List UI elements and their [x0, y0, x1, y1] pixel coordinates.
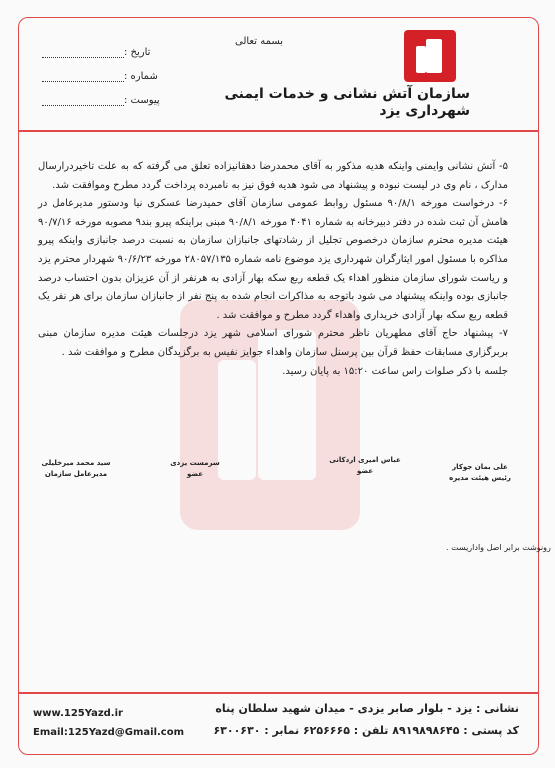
- footer-divider: [18, 692, 539, 694]
- header-divider: [18, 130, 539, 132]
- signatory-name: عباس امیری اردکانی: [329, 456, 401, 464]
- org-name-line1: سازمان آتش نشانی و خدمات ایمنی: [224, 86, 470, 102]
- item-5: ۵- آتش نشانی وایمنی واینکه هدیه مذکور به آقای محمدرضا دهقانیزاده تعلق می گرفته که به علت تاخیردرارسال مدارک ، نام وی در لیست نبوده و پیشنهاد می شود هدیه فوق نیز به نامبرده پرداخت گردد مطرح وموافقت شد.: [38, 161, 508, 191]
- basmala: بسمه تعالی: [235, 36, 284, 47]
- signature-block: [26, 458, 126, 480]
- date-label: تاریخ :: [124, 47, 151, 58]
- letter-body: [38, 158, 508, 381]
- closing-line: جلسه با ذکر صلوات راس ساعت ۱۵:۲۰ به پایان رسید.: [282, 365, 508, 377]
- attachment-label: پیوست :: [124, 95, 160, 106]
- footer-address: نشانی : یزد - بلوار صابر یزدی - میدان شهید سلطان پناه: [215, 702, 519, 715]
- date-field: [38, 47, 150, 58]
- signature-block: [155, 458, 235, 480]
- attachment-field: [38, 95, 160, 106]
- number-field: [38, 71, 158, 82]
- signatory-name: سید محمد میرخلیلی: [41, 459, 111, 467]
- signatory-title: عضو: [356, 467, 374, 475]
- item-6: ۶- درخواست مورخه ۹۰/۸/۱ مسئول روابط عمومی سازمان آقای حمیدرضا عسکری نیا ودستور مدیرعامل در هامش آن ثبت شده در دفتر دبیرخانه به شماره ۴۰۴۱ مورخه ۹۰/۸/۱ مبنی براینکه پیرو بند۹ مصوبه مورخه ۹۰/۷/۱۶ هیئت مدیره محترم سازمان درخصوص تجلیل از رشادتهای جانبازان سازمان به نسبت درصد جانبازی واینکه پیرو مذاکره با مسئول امور ایثارگران شهرداری یزد موضوع نامه شماره ۲۸۰۵۷/۱۳۵ مورخه ۹۰/۶/۲۳ شهردار محترم یزد و ریاست شورای سازمان منظور اهداء یک قطعه ربع سکه بهار آزادی به هرنفر از آن عزیزان بدون احتساب درصد جانبازی بوده واینکه پیشنهاد می شود باتوجه به مذاکرات انجام شده به پنج نفر از جانبازان سازمان برای هر نفر یک قطعه ربع سکه بهار آزادی خریداری واهداء گردد مطرح و موافقت شد .: [38, 198, 508, 321]
- signature-block: [320, 455, 410, 477]
- signature-block: [440, 462, 520, 484]
- email-link[interactable]: Email:125Yazd@Gmail.com: [33, 727, 185, 738]
- org-name-line2: شهرداری یزد: [379, 103, 470, 119]
- signatory-title: عضو: [186, 470, 204, 478]
- signatory-title: مدیرعامل سازمان: [44, 470, 108, 478]
- signatory-name: سرمست یزدی: [170, 459, 220, 467]
- organization-logo-icon: [404, 30, 456, 82]
- signatory-title: رئیس هیئت مدیره: [449, 474, 511, 482]
- website-link[interactable]: www.125Yazd.ir: [33, 708, 123, 719]
- signatory-name: علی بمان جوکار: [452, 463, 508, 471]
- number-label: شماره :: [124, 71, 158, 82]
- organization-name: [224, 86, 470, 120]
- certified-copy-note: رونوشت برابر اصل واداریست .: [446, 543, 551, 552]
- item-7: ۷- پیشنهاد حاج آقای مطهریان ناظر محترم شورای اسلامی شهر یزد درجلسات هیئت مدیره سازمان مبنی بربرگزاری مسابقات حفظ قرآن بین پرسنل سازمان واهداء جوایز نفیس به برگزیدگان مطرح و موافقت شد .: [38, 328, 508, 358]
- footer-contact: کد پستی : ۸۹۱۹۸۹۸۶۴۵ تلفن : ۶۲۵۶۶۶۵ نمابر : ۶۳۰۰۶۳۰: [213, 724, 519, 737]
